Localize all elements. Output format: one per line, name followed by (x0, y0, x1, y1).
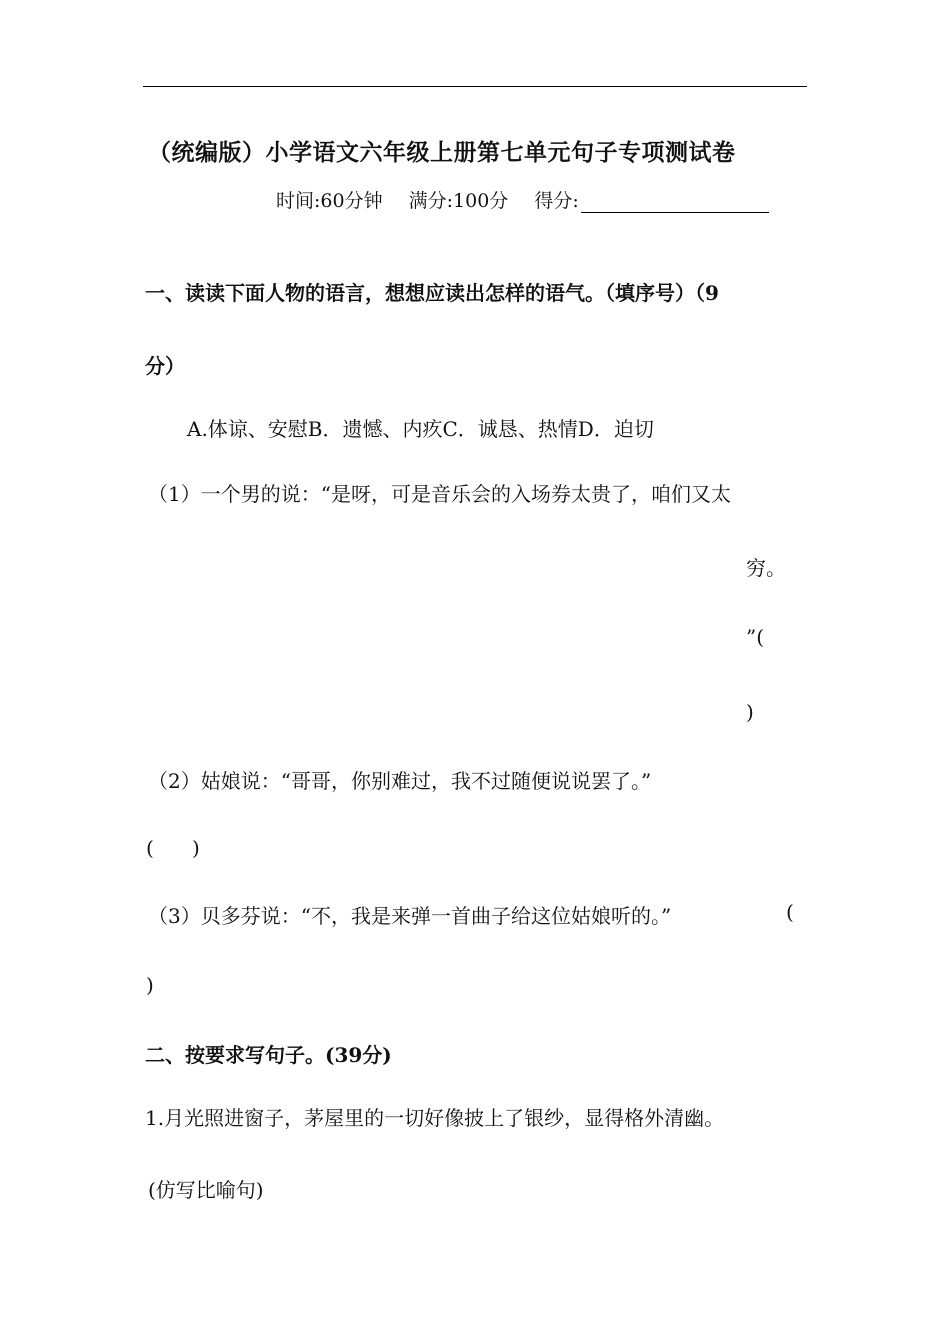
item-1-hint: (仿写比喻句) (148, 1178, 264, 1202)
full-score: 满分:100分 (408, 190, 509, 212)
answer-options: A.体谅、安慰B．遗憾、内疚C．诚恳、热情D．迫切 (187, 417, 654, 441)
score-label: 得分: (534, 190, 579, 212)
question-2-text: （2）姑娘说：“哥哥，你别难过，我不过随便说说罢了。” (148, 769, 652, 793)
question-3-answer-open[interactable]: ( (786, 900, 794, 924)
header-rule (143, 86, 807, 87)
exam-meta (276, 186, 789, 213)
page-title: （统编版）小学语文六年级上册第七单元句子专项测试卷 (148, 139, 736, 166)
score-blank[interactable] (581, 192, 769, 213)
item-1-text: 1.月光照进窗子，茅屋里的一切好像披上了银纱，显得格外清幽。 (145, 1106, 725, 1130)
section2-heading: 二、按要求写句子。(39分) (145, 1043, 392, 1067)
question-3-text: （3）贝多芬说：“不，我是来弹一首曲子给这位姑娘听的。” (148, 904, 672, 928)
question-3-answer-close[interactable]: ) (146, 973, 154, 997)
question-1-continuation: 穷。 (746, 556, 786, 580)
question-2-answer[interactable]: ( ) (146, 836, 200, 860)
question-1-answer-open[interactable]: ”( (746, 625, 765, 649)
time-limit: 时间:60分钟 (276, 190, 383, 212)
question-1-text: （1）一个男的说：“是呀，可是音乐会的入场券太贵了，咱们又太 (148, 482, 731, 506)
section1-heading-line1: 一、读读下面人物的语言，想想应读出怎样的语气。（填序号）（9 (145, 281, 719, 305)
section1-heading-line2: 分） (145, 354, 185, 378)
question-1-answer-close[interactable]: ) (746, 700, 754, 724)
